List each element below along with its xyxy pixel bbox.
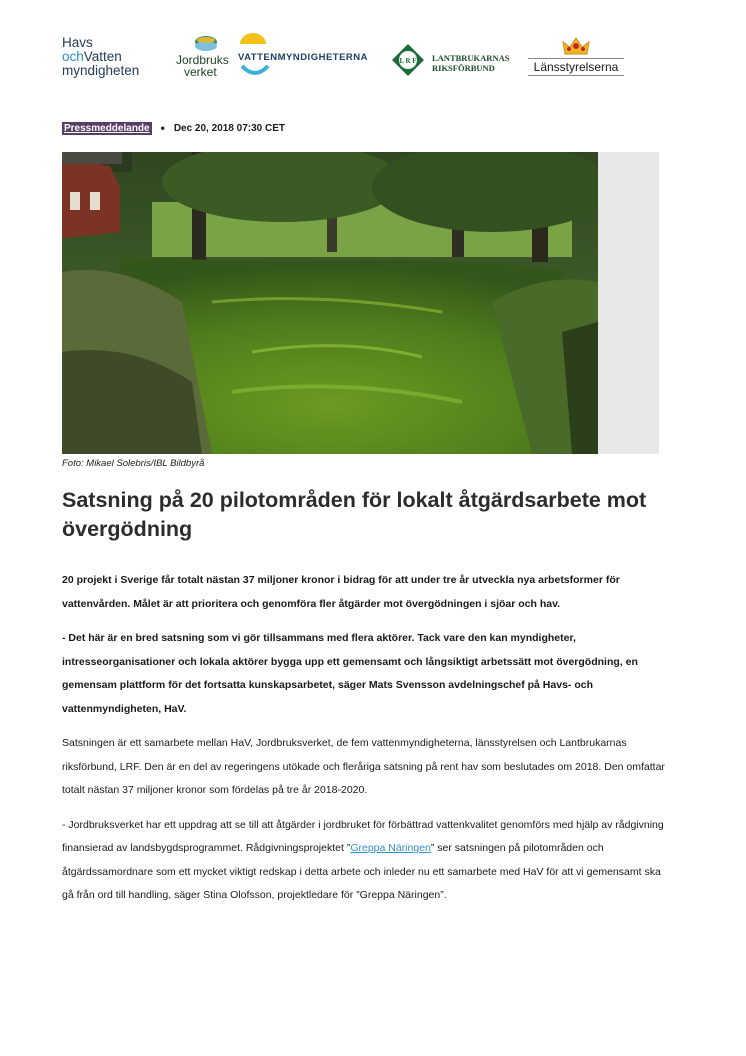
- jordbruksverket-line1: Jordbruks: [176, 53, 229, 67]
- havs-och-vattenmyndigheten-logo: [62, 36, 139, 78]
- lrf-name: [432, 53, 509, 73]
- crown-icon: [561, 36, 591, 56]
- hav-logo-line1: Havs: [62, 35, 93, 50]
- vattenmyndigheterna-emblem-icon: [238, 32, 268, 54]
- greppa-naringen-link[interactable]: Greppa Näringen: [350, 842, 431, 854]
- vattenmyndigheterna-name: VATTENMYNDIGHETERNA: [238, 52, 369, 63]
- photo-side-panel: [598, 152, 659, 454]
- photo-caption: Foto: Mikael Solebris/IBL Bildbyrå: [62, 458, 205, 469]
- publish-date: Dec 20, 2018 07:30 CET: [173, 122, 285, 134]
- article-photo: [62, 152, 598, 454]
- jordbruksverket-logo: [176, 36, 236, 78]
- partner-logos: [62, 34, 622, 84]
- lansstyrelserna-logo: [528, 36, 624, 76]
- lrf-emblem-icon: [390, 42, 426, 78]
- lrf-name-line2: RIKSFÖRBUND: [432, 63, 495, 73]
- article-meta: [62, 121, 285, 135]
- vattenmyndigheterna-wave-icon: [240, 64, 270, 78]
- body-paragraph-2: [62, 814, 666, 908]
- body-paragraph-1: Satsningen är ett samarbete mellan HaV, Jordbruksverket, de fem vattenmyndigheterna, länsstyrelsen och Lantbrukarnas riksförbund, LRF. Den är en del av regeringens utökade och fleråriga satsning på rent hav som beslutades om 2018. Den omfattar totalt nästan 37 miljoner kronor som fördelas på tre år 2018-2020.: [62, 737, 665, 796]
- vattenmyndigheterna-logo: [238, 44, 388, 63]
- jordbruksverket-line2: verket: [184, 65, 217, 79]
- article-body: [62, 569, 666, 919]
- lrf-emblem-text: L R F: [399, 57, 417, 65]
- meta-separator: •: [160, 121, 165, 135]
- pressmeddelande-tag[interactable]: Pressmeddelande: [64, 122, 150, 134]
- lansstyrelserna-name: Länsstyrelserna: [528, 58, 624, 76]
- quote-paragraph: - Det här är en bred satsning som vi gör tillsammans med flera aktörer. Tack vare den kan myndigheter, intresseorganisationer och lokala aktörer bygga upp ett gemensamt och långsiktigt arbetssätt mot övergödning, en gemensam plattform för det fortsatta kunskapsarbetet, säger Mats Svensson avdelningschef på Havs- och vattenmyndigheten, HaV.: [62, 632, 638, 715]
- lead-paragraph: 20 projekt i Sverige får totalt nästan 37 miljoner kronor i bidrag för att under tre år utveckla nya arbetsformer för vattenvården. Målet är att prioritera och genomföra fler åtgärder mot övergödningen i sjöar och hav.: [62, 574, 620, 610]
- hav-logo-line3: myndigheten: [62, 63, 140, 78]
- body-paragraph-2-end: ” ser satsningen på pilotområden och åtgärdssamordnare som ett mycket viktigt redskap i detta arbete och inleder nu ett samarbete med HaV för att vi gemensamt ska gå från ord till handling, säger Stina Olofsson, projektledare för ”Greppa Näringen”.: [62, 842, 661, 901]
- jordbruksverket-emblem-icon: [194, 36, 218, 52]
- hav-logo-och: och: [62, 49, 84, 64]
- algae-pond-photo: [62, 152, 598, 454]
- lrf-name-line1: LANTBRUKARNAS: [432, 53, 510, 63]
- hav-logo-line2: Vatten: [83, 49, 122, 64]
- article-title: Satsning på 20 pilotområden för lokalt åtgärdsarbete mot övergödning: [62, 488, 647, 541]
- body-paragraph-2-start: - Jordbruksverket har ett uppdrag att se till att åtgärder i jordbruket för förbättrad vattenkvalitet genomförs med hjälp av rådgivning finansierad av landsbygdsprogrammet. Rådgivningsprojektet ”: [62, 818, 664, 854]
